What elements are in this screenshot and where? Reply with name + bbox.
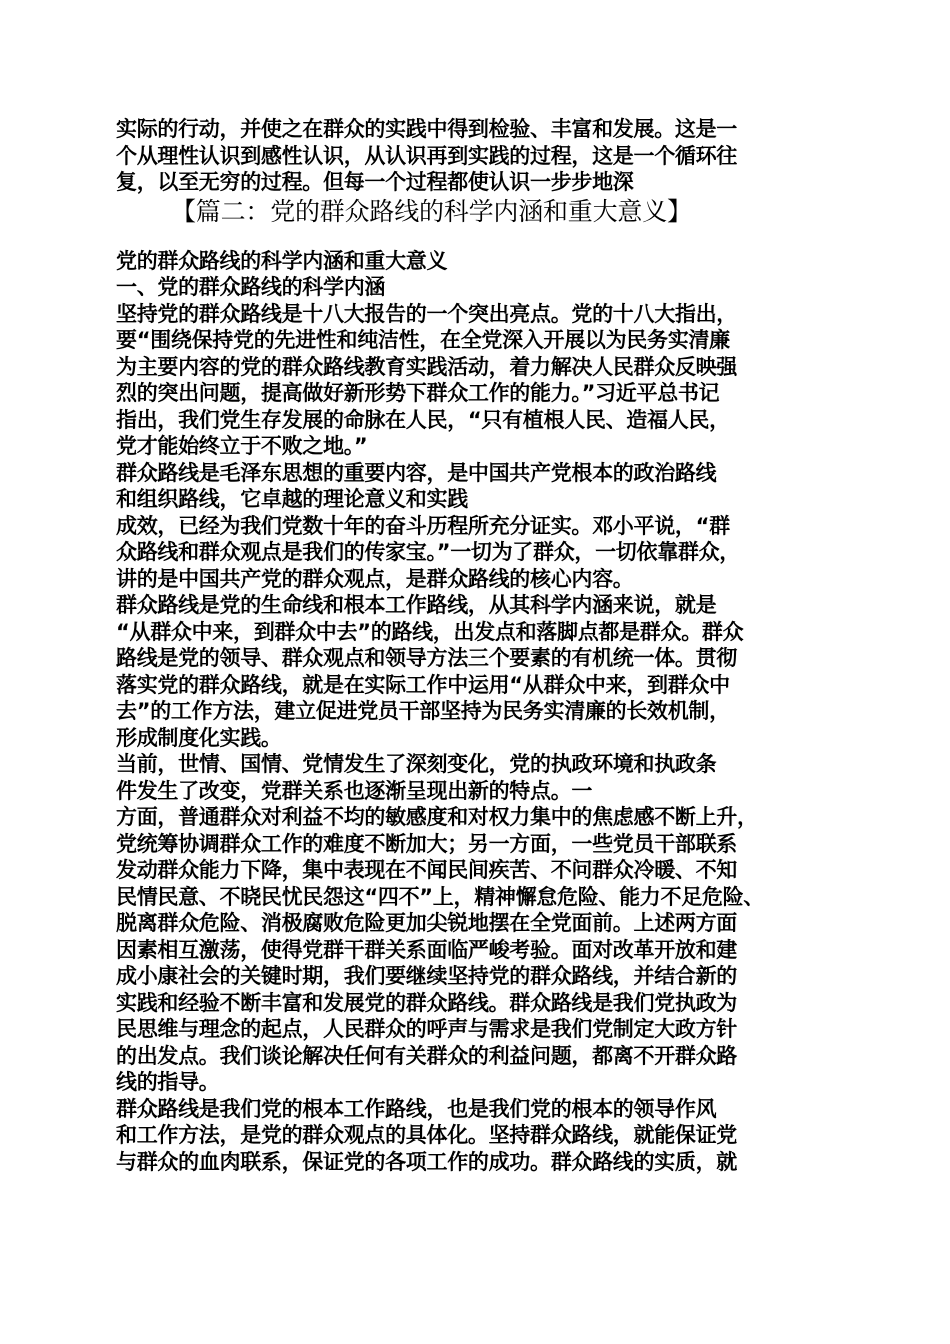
text-line: 发动群众能力下降，集中表现在不闻民间疾苦、不问群众冷暖、不知: [116, 858, 737, 882]
text-line: 群众路线是我们党的根本工作路线，也是我们党的根本的领导作风: [116, 1096, 717, 1121]
text-line: 因素相互激荡，使得党群干群关系面临严峻考验。面对改革开放和建: [116, 937, 737, 962]
text-line: “从群众中来，到群众中去”的路线，出发点和落脚点都是群众。群众: [116, 619, 744, 644]
text-line: 成效，已经为我们党数十年的奋斗历程所充分证实。邓小平说，“群: [116, 513, 730, 538]
text-line: 众路线和群众观点是我们的传家宝。”一切为了群众，一切依靠群众，: [116, 540, 740, 564]
text-line: 复，以至无穷的过程。但每一个过程都使认识一步步地深: [116, 170, 634, 194]
document-page: [116, 116, 840, 1175]
text-line: 指出，我们党生存发展的命脉在人民，“只有植根人民、造福人民，: [116, 407, 730, 432]
text-line: 党的群众路线的科学内涵和重大意义: [116, 248, 448, 273]
text-line: 落实党的群众路线，就是在实际工作中运用“从群众中来，到群众中: [116, 672, 730, 697]
text-line: 当前，世情、国情、党情发生了深刻变化，党的执政环境和执政条: [116, 752, 717, 776]
intro-paragraph: [116, 116, 840, 196]
text-line: 去”的工作方法，建立促进党员干部坚持为民务实清廉的长效机制，: [116, 699, 730, 723]
text-line: 要“围绕保持党的先进性和纯洁性，在全党深入开展以为民务实清廉: [116, 328, 730, 352]
text-line: 个从理性认识到感性认识，从认识再到实践的过程，这是一个循环往: [116, 143, 737, 168]
text-line: 线的指导。: [116, 1070, 220, 1094]
text-line: 民思维与理念的起点，人民群众的呼声与需求是我们党制定大政方针: [116, 1017, 737, 1041]
text-line: 讲的是中国共产党的群众观点，是群众路线的核心内容。: [116, 566, 634, 591]
text-line: 件发生了改变，党群关系也逐渐呈现出新的特点。一: [116, 778, 593, 803]
text-line: 为主要内容的党的群众路线教育实践活动，着力解决人民群众反映强: [116, 354, 737, 379]
section-title: 【篇二：党的群众路线的科学内涵和重大意义】: [171, 196, 692, 226]
text-line: 实践和经验不断丰富和发展党的群众路线。群众路线是我们党执政为: [116, 990, 737, 1015]
text-line: 方面，普通群众对利益不均的敏感度和对权力集中的焦虑感不断上升，: [116, 805, 758, 829]
text-line: 坚持党的群众路线是十八大报告的一个突出亮点。党的十八大指出，: [116, 301, 737, 326]
body-text: [116, 248, 840, 1176]
text-line: 群众路线是党的生命线和根本工作路线，从其科学内涵来说，就是: [116, 593, 717, 617]
text-line: 路线是党的领导、群众观点和领导方法三个要素的有机统一体。贯彻: [116, 646, 737, 670]
text-line: 烈的突出问题，提高做好新形势下群众工作的能力。”习近平总书记: [116, 381, 720, 405]
text-line: 的出发点。我们谈论解决任何有关群众的利益问题，都离不开群众路: [116, 1043, 737, 1068]
text-line: 和工作方法，是党的群众观点的具体化。坚持群众路线，就能保证党: [116, 1123, 737, 1147]
text-line: 脱离群众危险、消极腐败危险更加尖锐地摆在全党面前。上述两方面: [116, 911, 737, 935]
text-line: 形成制度化实践。: [116, 725, 282, 750]
text-line: 党才能始终立于不败之地。”: [116, 434, 368, 458]
text-line: 实际的行动，并使之在群众的实践中得到检验、丰富和发展。这是一: [116, 117, 737, 141]
text-line: 成小康社会的关键时期，我们要继续坚持党的群众路线，并结合新的: [116, 964, 737, 988]
spacer: [116, 228, 840, 248]
text-line: 与群众的血肉联系，保证党的各项工作的成功。群众路线的实质，就: [116, 1149, 737, 1174]
text-line: 群众路线是毛泽东思想的重要内容，是中国共产党根本的政治路线: [116, 460, 717, 485]
text-line: 一、党的群众路线的科学内涵: [116, 275, 386, 299]
text-line: 和组织路线，它卓越的理论意义和实践: [116, 487, 468, 511]
text-line: 党统筹协调群众工作的难度不断加大；另一方面，一些党员干部联系: [116, 831, 737, 856]
text-line: 民情民意、不晓民忧民怨这“四不”上，精神懈怠危险、能力不足危险、: [116, 884, 765, 909]
